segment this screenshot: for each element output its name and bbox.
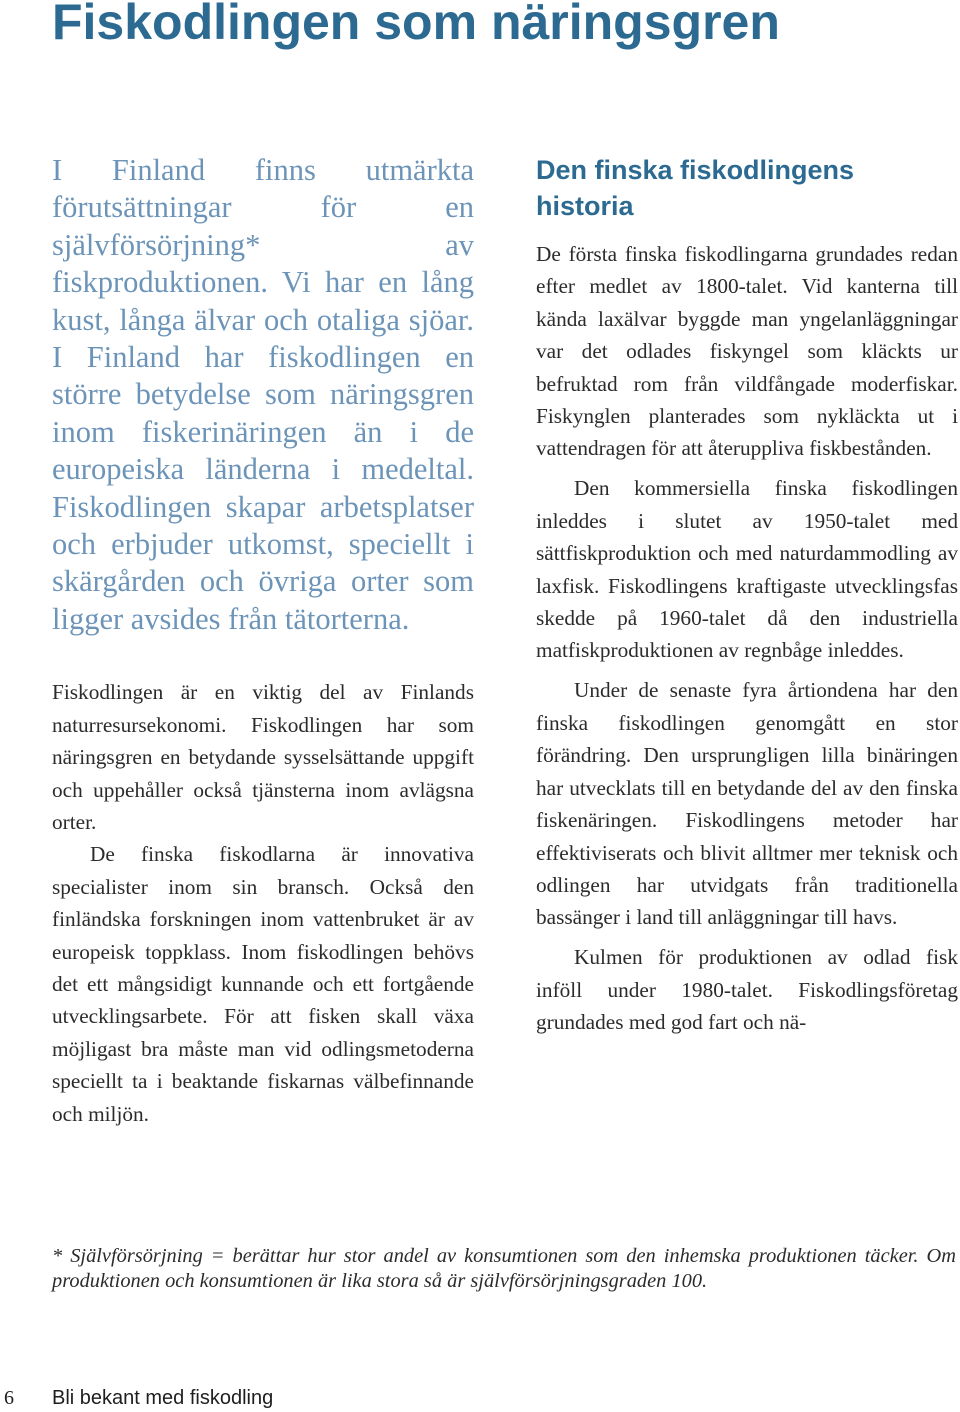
running-footer-title: Bli bekant med fiskodling xyxy=(52,1387,274,1409)
body-paragraph: Fiskodlingen är en viktig del av Finlands naturresursekonomi. Fiskodlingen har som näringsgren en betydande sysselsättande uppgift och uppehåller också tjänsterna inom avlägsna orter. xyxy=(52,680,474,834)
footnote: * Självförsörjning = berättar hur stor andel av konsumtionen som den inhemska produktionen täcker. Om produktionen och konsumtionen är lika stora så är självförsörjningsgraden 100. xyxy=(52,1245,956,1292)
intro-lead-paragraph: I Finland finns utmärkta förutsättningar för en självförsörjning* av fiskproduktionen. Vi har en lång kust, långa älvar och otaliga sjöar. I Finland har fiskodlingen en större betydelse som näringsgren inom fiskerinäringen än i de europeiska länderna i medeltal. Fiskodlingen skapar arbetsplatser och erbjuder utkomst, speciellt i skärgården och övriga orter som ligger avsides från tätorterna. xyxy=(52,153,474,636)
section-heading: Den finska fiskodlingens historia xyxy=(536,155,855,221)
body-paragraph: De finska fiskodlarna är innovativa specialister inom sin bransch. Också den finländska forskningen inom vattenbruket är av europeisk toppklass. Inom fiskodlingen behövs det ett mångsidigt kunnande och ett fortgående utvecklingsarbete. För att fisken skall växa möjligast bra måste man vid odlingsmetoderna speciellt ta i beaktande fiskarnas välbefinnande och miljön. xyxy=(52,842,474,1126)
page-number: 6 xyxy=(4,1387,14,1409)
body-paragraph: De första finska fiskodlingarna grundades redan efter medlet av 1800-talet. Vid kanterna till kända laxälvar byggde man yngelanläggningar var det odlades fiskyngel som kläckts ur befruktad rom från vildfångade moderfiskar. Fiskynglen planterades som nykläckta ut i vattendragen för att återuppliva fiskbestånden. xyxy=(536,242,958,461)
page-title: Fiskodlingen som näringsgren xyxy=(52,0,780,50)
body-paragraph: Kulmen för produktionen av odlad fisk inföll under 1980-talet. Fiskodlingsföretag grundades med god fart och nä- xyxy=(536,945,958,1035)
body-paragraph: Den kommersiella finska fiskodlingen inleddes i slutet av 1950-talet med sättfiskproduktion och med naturdammodling av laxfisk. Fiskodlingens kraftigaste utvecklingsfas skedde på 1960-talet då den industriella matfiskproduktionen av regnbåge inleddes. xyxy=(536,476,958,663)
right-body-text xyxy=(536,238,958,1039)
left-column xyxy=(52,152,474,1130)
body-paragraph: Under de senaste fyra årtiondena har den finska fiskodlingen genomgått en stor förändring. Den ursprungligen lilla binäringen har utvecklats till en betydande del av den finska fiskenäringen. Fiskodlingens metoder har effektiviserats och blivit alltmer mer teknisk och odlingen har utvidgats från traditionella bassänger i land till anläggningar till havs. xyxy=(536,678,958,930)
right-column xyxy=(536,152,958,1039)
left-body-text xyxy=(52,676,474,1130)
